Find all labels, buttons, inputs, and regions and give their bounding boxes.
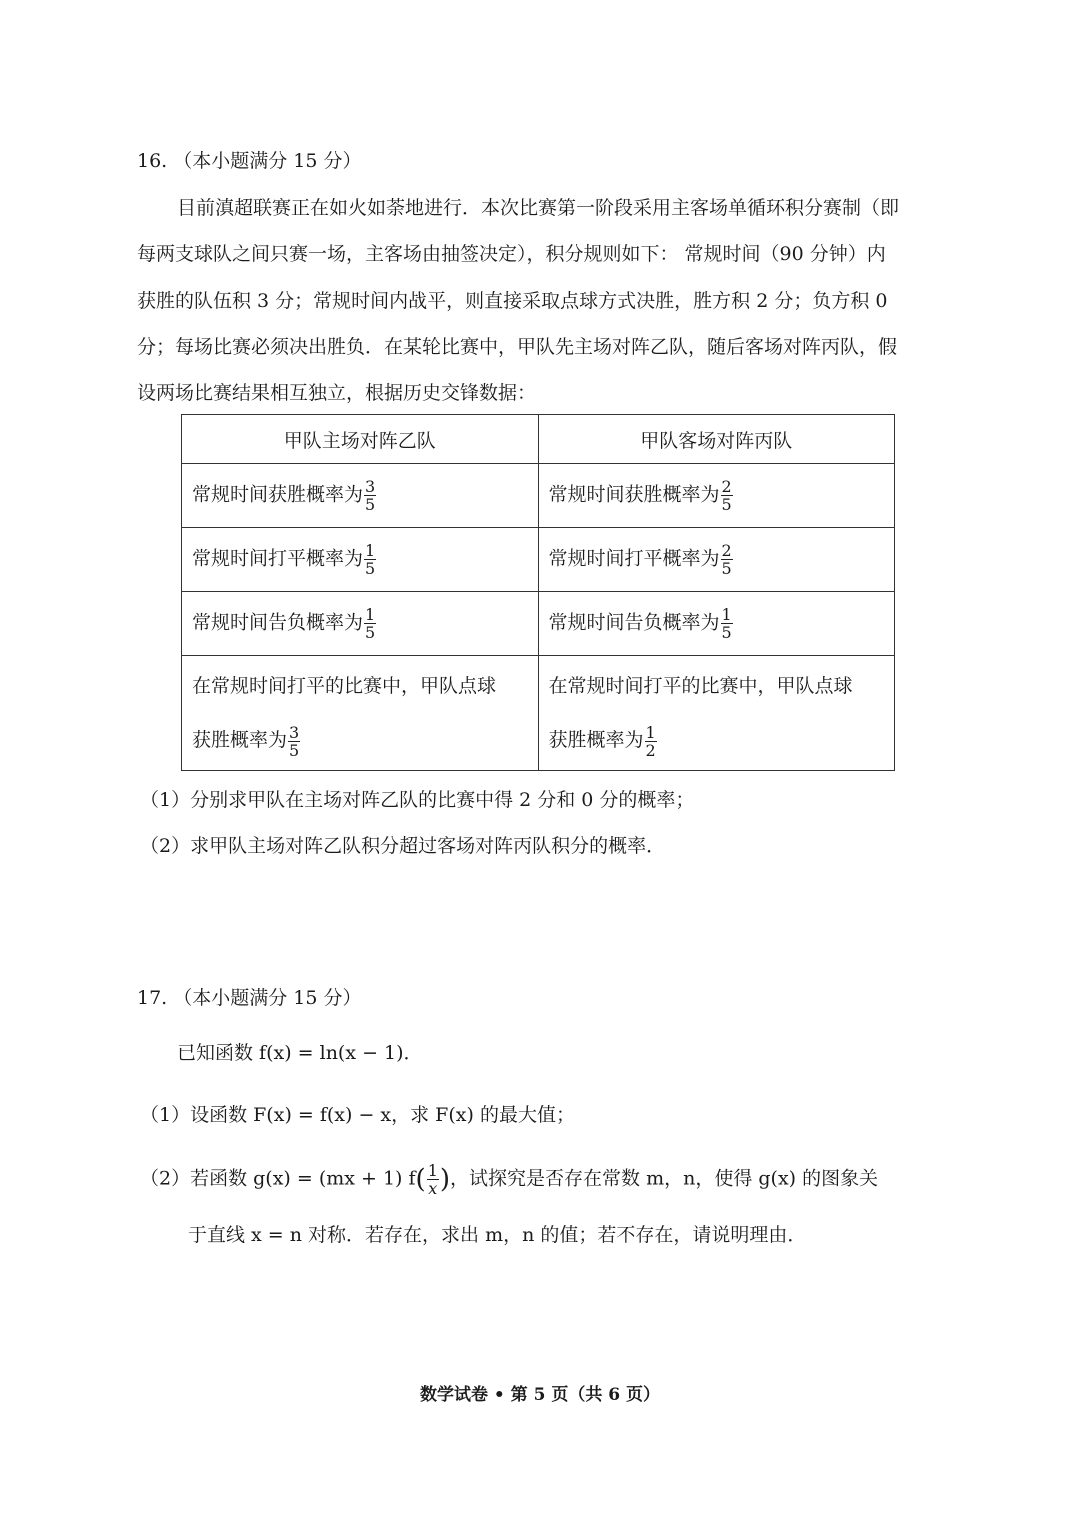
numerator: 1 — [365, 605, 376, 624]
fraction — [721, 542, 733, 577]
cell-text: 常规时间告负概率为 — [548, 611, 720, 634]
cell-text: 常规时间打平概率为 — [548, 547, 720, 570]
fraction — [364, 478, 376, 513]
fraction — [645, 724, 657, 759]
fraction — [364, 542, 376, 577]
question-16-paragraph-line: 获胜的队伍积 3 分；常规时间内战平，则直接采取点球方式决胜，胜方积 2 分；负方积 0 — [137, 290, 888, 312]
table-header-cell: 甲队客场对阵丙队 — [538, 415, 895, 464]
part-2-text: ，试探究是否存在常数 m，n，使得 g(x) 的图象关 — [450, 1167, 879, 1190]
question-16-paragraph-line: 每两支球队之间只赛一场，主客场由抽签决定），积分规则如下： 常规时间（90 分钟）内 — [137, 243, 886, 265]
part-2-text: （2）若函数 g(x) = (mx + 1) f — [140, 1167, 416, 1190]
table-cell — [182, 656, 539, 771]
question-17-part-2: （2）若函数 g(x) = (mx + 1) f( $\frac{1}{x}$ )，试探究是否存在常数 m，n，使得 g(x) 的图象关 — [140, 1161, 879, 1198]
question-17-given: 已知函数 f(x) = ln(x − 1)． — [177, 1042, 423, 1064]
table-cell — [538, 528, 895, 592]
cell-text: 常规时间打平概率为 — [192, 547, 364, 570]
cell-text: 常规时间获胜概率为 — [548, 483, 720, 506]
fraction — [721, 606, 733, 641]
question-16-paragraph-line: 目前滇超联赛正在如火如荼地进行．本次比赛第一阶段采用主客场单循环积分赛制（即 — [177, 197, 900, 219]
fraction — [427, 1162, 439, 1197]
question-16-part-1: （1）分别求甲队在主场对阵乙队的比赛中得 2 分和 0 分的概率； — [140, 789, 695, 811]
question-16-paragraph-line: 分；每场比赛必须决出胜负．在某轮比赛中，甲队先主场对阵乙队，随后客场对阵丙队，假 — [137, 336, 898, 358]
table-cell — [182, 464, 539, 528]
denominator: 5 — [365, 623, 376, 642]
table-header-cell: 甲队主场对阵乙队 — [182, 415, 539, 464]
denominator: 5 — [365, 559, 376, 578]
question-17-part-1: （1）设函数 F(x) = f(x) − x，求 F(x) 的最大值； — [140, 1104, 575, 1126]
fraction — [721, 478, 733, 513]
denominator: 5 — [365, 495, 376, 514]
question-16-part-2: （2）求甲队主场对阵乙队积分超过客场对阵丙队积分的概率． — [140, 835, 666, 857]
probability-table — [181, 414, 895, 771]
page-footer: 数学试卷 • 第 5 页（共 6 页） — [419, 1385, 661, 1405]
table-row — [182, 528, 895, 592]
numerator: 1 — [645, 722, 656, 742]
numerator: 1 — [427, 1161, 438, 1180]
table-row — [182, 464, 895, 528]
denominator: 5 — [721, 495, 732, 514]
question-16-paragraph-line: 设两场比赛结果相互独立，根据历史交锋数据： — [137, 382, 537, 404]
table-cell — [182, 528, 539, 592]
table-cell — [182, 592, 539, 656]
table-cell — [538, 464, 895, 528]
numerator: 3 — [289, 722, 300, 742]
denominator: x — [428, 1179, 438, 1198]
denominator: 5 — [289, 740, 300, 760]
cell-text: 常规时间获胜概率为 — [192, 483, 364, 506]
table-row — [182, 656, 895, 771]
numerator: 1 — [721, 605, 732, 624]
cell-text: 常规时间告负概率为 — [192, 611, 364, 634]
cell-text: 在常规时间打平的比赛中，甲队点球 — [192, 675, 497, 697]
denominator: 5 — [721, 623, 732, 642]
cell-text: 获胜概率为 — [548, 729, 644, 751]
numerator: 1 — [365, 541, 376, 560]
fraction — [364, 606, 376, 641]
question-17-header: 17. （本小题满分 15 分） — [137, 987, 362, 1009]
question-17-part-2-line-2: 于直线 x = n 对称．若存在，求出 m，n 的值；若不存在，请说明理由． — [188, 1224, 807, 1246]
denominator: 5 — [721, 559, 732, 578]
fraction — [288, 724, 300, 759]
cell-text: 获胜概率为 — [192, 729, 288, 751]
numerator: 2 — [721, 541, 732, 560]
table-header-row — [182, 415, 895, 464]
question-16-header: 16. （本小题满分 15 分） — [137, 150, 362, 172]
table-cell — [538, 656, 895, 771]
numerator: 3 — [365, 477, 376, 496]
table-cell — [538, 592, 895, 656]
table-row — [182, 592, 895, 656]
cell-text: 在常规时间打平的比赛中，甲队点球 — [548, 675, 853, 697]
numerator: 2 — [721, 477, 732, 496]
denominator: 2 — [645, 740, 656, 760]
